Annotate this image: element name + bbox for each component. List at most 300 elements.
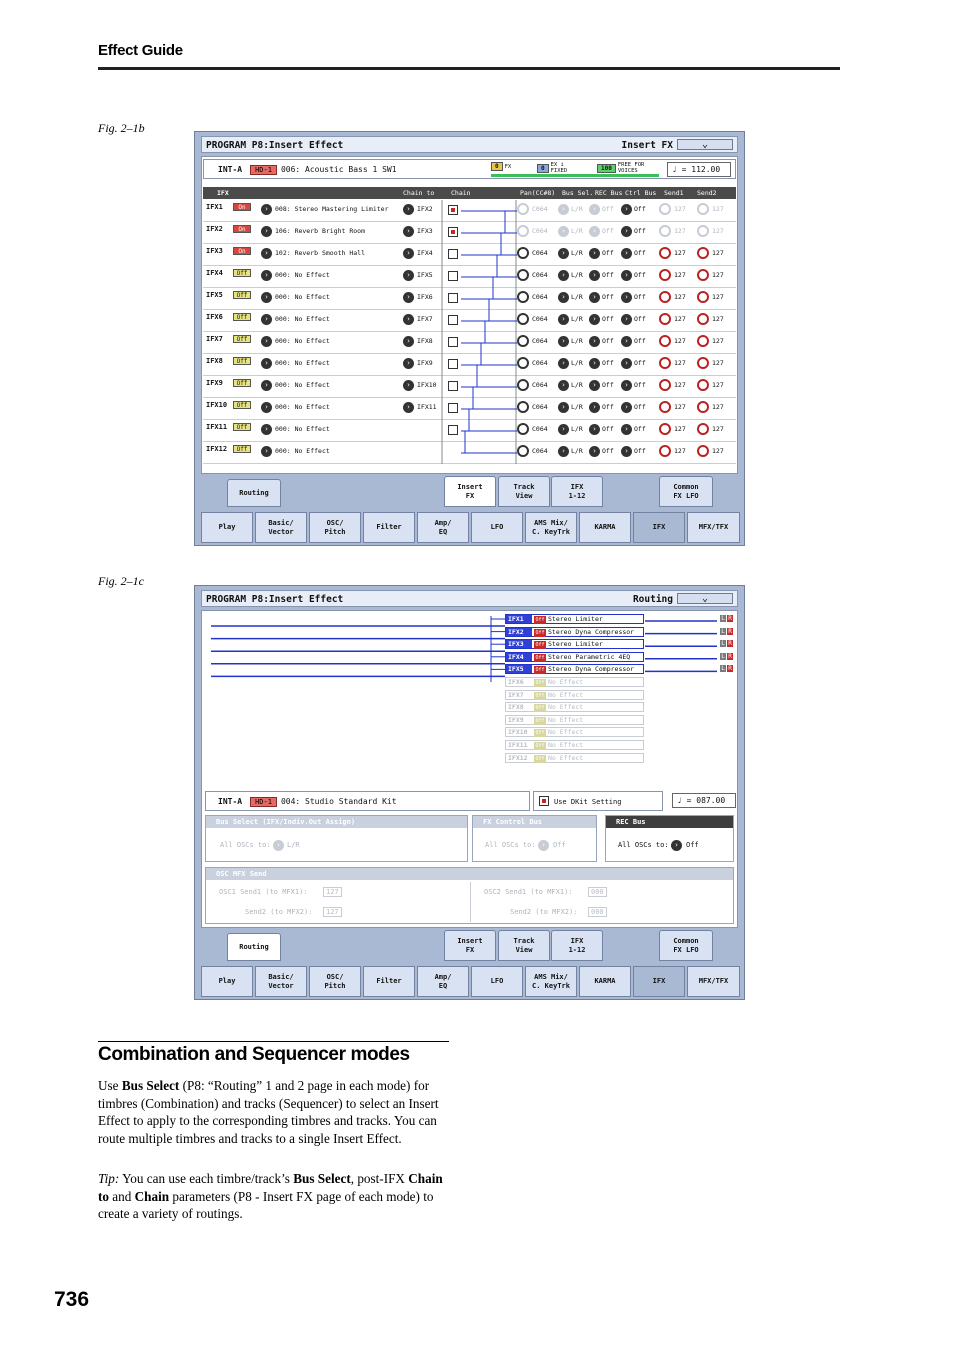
mode-tab-play[interactable]: Play bbox=[201, 512, 253, 543]
ifx-slot-label: IFX6 bbox=[506, 678, 532, 686]
chain-to-value[interactable]: IFX8 bbox=[417, 337, 433, 345]
col-chain-to: Chain to bbox=[403, 189, 435, 197]
chain-to-value[interactable]: IFX5 bbox=[417, 271, 433, 279]
effect-select-arrow-icon[interactable]: › bbox=[261, 248, 272, 259]
use-dkit-row bbox=[533, 791, 663, 811]
ifx-routing-box[interactable] bbox=[505, 614, 644, 624]
effect-name[interactable]: 102: Reverb Smooth Hall bbox=[275, 249, 366, 257]
ctrl-bus-arrow-icon[interactable]: › bbox=[621, 292, 632, 303]
send2-value[interactable]: 127 bbox=[712, 227, 724, 235]
ifx-onoff-button[interactable]: Off bbox=[233, 313, 251, 321]
mode-tab-ams-mix-c-keytrk[interactable]: AMS Mix/ C. KeyTrk bbox=[525, 512, 577, 543]
mode-tab-amp-eq[interactable]: Amp/ EQ bbox=[417, 966, 469, 997]
pan-value[interactable]: C064 bbox=[532, 403, 548, 411]
ifx-onoff-button[interactable]: Off bbox=[233, 269, 251, 277]
ifx-onoff-button[interactable]: On bbox=[233, 247, 251, 255]
chain-to-value[interactable]: IFX11 bbox=[417, 403, 437, 411]
ifx-effect-name: No Effect bbox=[548, 703, 584, 712]
osc1-send2-label: Send2 (to MFX2): bbox=[245, 908, 313, 916]
rec-bus-label: All OSCs to: bbox=[618, 841, 669, 849]
chain-to-arrow-icon[interactable]: › bbox=[403, 402, 414, 413]
send2-value[interactable]: 127 bbox=[712, 425, 724, 433]
ifx-routing-box[interactable] bbox=[505, 639, 644, 649]
ifx-effect-name: No Effect bbox=[548, 728, 584, 737]
ifx-slot-label: IFX4 bbox=[206, 269, 223, 277]
rec-bus-arrow-icon[interactable]: › bbox=[589, 270, 600, 281]
effect-name[interactable]: 000: No Effect bbox=[275, 271, 330, 279]
osc2-send1-label: OSC2 Send1 (to MFX1): bbox=[484, 888, 573, 896]
mode-tab-lfo[interactable]: LFO bbox=[471, 966, 523, 997]
send2-value[interactable]: 127 bbox=[712, 337, 724, 345]
ifx-slot-label: IFX1 bbox=[206, 203, 223, 211]
effect-name[interactable]: 000: No Effect bbox=[275, 337, 330, 345]
fx-control-value[interactable]: Off bbox=[553, 841, 566, 849]
ifx-slot-label: IFX8 bbox=[206, 357, 223, 365]
ctrl-bus-value[interactable]: Off bbox=[634, 293, 646, 301]
chain-to-value[interactable]: IFX6 bbox=[417, 293, 433, 301]
ifx-onoff-button[interactable]: Off bbox=[233, 401, 251, 409]
rec-bus-value[interactable]: Off bbox=[602, 403, 614, 411]
chevron-down-icon: ⌄ bbox=[701, 593, 709, 604]
send1-value[interactable]: 127 bbox=[674, 271, 686, 279]
rec-bus-arrow-icon[interactable]: › bbox=[589, 446, 600, 457]
badge-count: 100 bbox=[597, 164, 616, 173]
badge-label: FREE FOR VOICES bbox=[617, 162, 645, 174]
output-lr-indicator bbox=[720, 615, 734, 622]
ifx-slot-label: IFX8 bbox=[506, 703, 532, 711]
send1-value[interactable]: 127 bbox=[674, 227, 686, 235]
rec-bus-arrow-icon[interactable]: › bbox=[589, 402, 600, 413]
send2-value[interactable]: 127 bbox=[712, 381, 724, 389]
mode-tab-mfx-tfx[interactable]: MFX/TFX bbox=[687, 512, 740, 543]
rec-bus-value[interactable]: Off bbox=[602, 359, 614, 367]
chain-to-arrow-icon[interactable]: › bbox=[403, 270, 414, 281]
bus-sel-arrow-icon[interactable]: › bbox=[558, 270, 569, 281]
mode-tab-amp-eq[interactable]: Amp/ EQ bbox=[417, 512, 469, 543]
bus-sel-arrow-icon[interactable]: › bbox=[558, 292, 569, 303]
send1-value[interactable]: 127 bbox=[674, 403, 686, 411]
effect-select-arrow-icon[interactable]: › bbox=[261, 446, 272, 457]
pan-value[interactable]: C064 bbox=[532, 227, 548, 235]
ifx-routing-box[interactable] bbox=[505, 702, 644, 712]
chain-to-value[interactable]: IFX3 bbox=[417, 227, 433, 235]
bus-select-value[interactable]: L/R bbox=[287, 841, 300, 849]
ifx-state-badge: Off bbox=[535, 680, 545, 686]
effect-name[interactable]: 000: No Effect bbox=[275, 315, 330, 323]
ifx-onoff-button[interactable]: Off bbox=[233, 335, 251, 343]
bus-sel-value[interactable]: L/R bbox=[571, 381, 583, 389]
ctrl-bus-value[interactable]: Off bbox=[634, 227, 646, 235]
effect-select-arrow-icon[interactable]: › bbox=[261, 402, 272, 413]
effect-name[interactable]: 000: No Effect bbox=[275, 381, 330, 389]
ifx-effect-name: Stereo Limiter bbox=[548, 615, 603, 623]
ifx-slot-label: IFX4 bbox=[506, 653, 532, 661]
ctrl-bus-value[interactable]: Off bbox=[634, 447, 646, 455]
page-name: Routing bbox=[632, 594, 673, 605]
effect-select-arrow-icon[interactable]: › bbox=[261, 358, 272, 369]
use-dkit-checkbox[interactable] bbox=[539, 796, 549, 806]
send1-value[interactable]: 127 bbox=[674, 315, 686, 323]
send2-value[interactable]: 127 bbox=[712, 447, 724, 455]
ifx-state-badge: Off bbox=[535, 629, 545, 636]
ifx-state-badge: Off bbox=[535, 692, 545, 699]
ifx-state-badge: Off bbox=[535, 667, 545, 674]
ifx-state-badge: Off bbox=[535, 730, 545, 737]
ifx-onoff-button[interactable]: On bbox=[233, 225, 251, 233]
effect-select-arrow-icon[interactable]: › bbox=[261, 424, 272, 435]
rec-bus-arrow-icon[interactable]: › bbox=[589, 204, 600, 215]
bus-sel-arrow-icon[interactable]: › bbox=[558, 314, 569, 325]
tab-ifx-1-12[interactable]: IFX 1-12 bbox=[551, 930, 603, 961]
bus-sel-value[interactable]: L/R bbox=[571, 403, 583, 411]
bus-sel-value[interactable]: L/R bbox=[571, 337, 583, 345]
mode-tab-karma[interactable]: KARMA bbox=[579, 966, 631, 997]
bus-sel-arrow-icon[interactable]: › bbox=[558, 336, 569, 347]
effect-select-arrow-icon[interactable]: › bbox=[261, 292, 272, 303]
ifx-routing-box[interactable] bbox=[505, 740, 644, 750]
effect-name[interactable]: 000: No Effect bbox=[275, 425, 330, 433]
send1-value[interactable]: 127 bbox=[674, 359, 686, 367]
chain-to-arrow-icon[interactable]: › bbox=[403, 358, 414, 369]
fx-control-panel bbox=[472, 815, 597, 862]
effect-select-arrow-icon[interactable]: › bbox=[261, 270, 272, 281]
mode-tab-filter[interactable]: Filter bbox=[363, 512, 415, 543]
rec-bus-value[interactable]: Off bbox=[602, 249, 614, 257]
ifx-slot-label: IFX5 bbox=[206, 291, 223, 299]
ifx-onoff-button[interactable]: Off bbox=[233, 379, 251, 387]
pan-value[interactable]: C064 bbox=[532, 205, 548, 213]
rec-bus-arrow-icon[interactable]: › bbox=[589, 226, 600, 237]
pan-value[interactable]: C064 bbox=[532, 359, 548, 367]
osc2-send1-field[interactable]: 000 bbox=[588, 887, 607, 897]
chain-to-value[interactable]: IFX10 bbox=[417, 381, 437, 389]
ifx-routing-box[interactable] bbox=[505, 677, 644, 687]
ctrl-bus-value[interactable]: Off bbox=[634, 403, 646, 411]
ctrl-bus-arrow-icon[interactable]: › bbox=[621, 358, 632, 369]
mode-tab-mfx-tfx[interactable]: MFX/TFX bbox=[687, 966, 740, 997]
bus-sel-arrow-icon[interactable]: › bbox=[558, 358, 569, 369]
ifx-effect-name: No Effect bbox=[548, 690, 584, 699]
tab-routing[interactable]: Routing bbox=[227, 933, 281, 961]
rec-bus-value[interactable]: Off bbox=[602, 447, 614, 455]
bus-sel-value[interactable]: L/R bbox=[571, 359, 583, 367]
bus-sel-arrow-icon[interactable]: › bbox=[558, 424, 569, 435]
effect-name[interactable]: 106: Reverb Bright Room bbox=[275, 227, 366, 235]
rec-bus-arrow-icon[interactable]: › bbox=[589, 336, 600, 347]
program-info bbox=[218, 797, 397, 807]
program-name[interactable]: 004: Studio Standard Kit bbox=[280, 797, 397, 806]
chain-to-arrow-icon[interactable]: › bbox=[403, 336, 414, 347]
page-name: Insert FX bbox=[621, 140, 673, 151]
rec-bus-value[interactable]: Off bbox=[602, 227, 614, 235]
send1-value[interactable]: 127 bbox=[674, 249, 686, 257]
pan-value[interactable]: C064 bbox=[532, 447, 548, 455]
tempo-field[interactable]: ♩ = 087.00 bbox=[672, 793, 736, 808]
bus-sel-value[interactable]: L/R bbox=[571, 271, 583, 279]
fx-control-title: FX Control Bus bbox=[473, 816, 596, 828]
pan-value[interactable]: C064 bbox=[532, 249, 548, 257]
pan-value[interactable]: C064 bbox=[532, 271, 548, 279]
tab-insert-fx[interactable]: Insert FX bbox=[444, 930, 496, 961]
mode-tab-ifx[interactable]: IFX bbox=[633, 512, 685, 543]
out-l-badge: L bbox=[721, 615, 725, 622]
bus-sel-arrow-icon[interactable]: › bbox=[558, 446, 569, 457]
screen-insert-fx bbox=[194, 131, 745, 546]
effect-name[interactable]: 000: No Effect bbox=[275, 293, 330, 301]
chevron-down-icon: ⌄ bbox=[701, 139, 709, 150]
program-name[interactable]: 006: Acoustic Bass 1 SW1 bbox=[280, 165, 397, 174]
mode-tab-osc-pitch[interactable]: OSC/ Pitch bbox=[309, 512, 361, 543]
fx-control-label: All OSCs to: bbox=[485, 841, 536, 849]
tab-common-fx-lfo[interactable]: Common FX LFO bbox=[659, 476, 713, 507]
ifx-slot-label: IFX12 bbox=[206, 445, 228, 453]
out-l-badge: L bbox=[721, 627, 725, 635]
ifx-slot-label: IFX10 bbox=[506, 728, 532, 736]
pan-value[interactable]: C064 bbox=[532, 293, 548, 301]
tempo-row bbox=[666, 791, 736, 811]
chain-to-arrow-icon[interactable]: › bbox=[403, 314, 414, 325]
mode-tab-ifx[interactable]: IFX bbox=[633, 966, 685, 997]
send2-value[interactable]: 127 bbox=[712, 359, 724, 367]
mode-tab-karma[interactable]: KARMA bbox=[579, 512, 631, 543]
ifx-state-badge: Off bbox=[535, 642, 545, 649]
pan-value[interactable]: C064 bbox=[532, 425, 548, 433]
chain-to-value[interactable]: IFX4 bbox=[417, 249, 433, 257]
pan-value[interactable]: C064 bbox=[532, 381, 548, 389]
send2-value[interactable]: 127 bbox=[712, 315, 724, 323]
rec-bus-value[interactable]: Off bbox=[602, 381, 614, 389]
ctrl-bus-value[interactable]: Off bbox=[634, 359, 646, 367]
send1-value[interactable]: 127 bbox=[674, 337, 686, 345]
ifx-routing-box[interactable] bbox=[505, 664, 644, 674]
effect-select-arrow-icon[interactable]: › bbox=[261, 336, 272, 347]
rec-bus-value[interactable]: Off bbox=[686, 841, 699, 849]
bus-select-arrow-icon[interactable]: › bbox=[273, 840, 284, 851]
send1-value[interactable]: 127 bbox=[674, 293, 686, 301]
ifx-slot-label: IFX11 bbox=[206, 423, 228, 431]
send2-value[interactable]: 127 bbox=[712, 293, 724, 301]
send2-value[interactable]: 127 bbox=[712, 249, 724, 257]
rec-bus-arrow-icon[interactable]: › bbox=[589, 314, 600, 325]
col-ctrl-bus: Ctrl Bus bbox=[625, 189, 657, 197]
bus-sel-arrow-icon[interactable]: › bbox=[558, 248, 569, 259]
chain-to-arrow-icon[interactable]: › bbox=[403, 292, 414, 303]
figure-caption-c: Fig. 2–1c bbox=[98, 574, 144, 588]
send2-value[interactable]: 127 bbox=[712, 271, 724, 279]
chain-to-value[interactable]: IFX9 bbox=[417, 359, 433, 367]
effect-select-arrow-icon[interactable]: › bbox=[261, 380, 272, 391]
screen-routing bbox=[194, 585, 745, 1000]
bus-select-label: All OSCs to: bbox=[220, 841, 271, 849]
effect-name[interactable]: 000: No Effect bbox=[275, 403, 330, 411]
ifx-state-badge: Off bbox=[535, 755, 545, 762]
rec-bus-value[interactable]: Off bbox=[602, 271, 614, 279]
ifx-onoff-button[interactable]: Off bbox=[233, 291, 251, 299]
ctrl-bus-arrow-icon[interactable]: › bbox=[621, 402, 632, 413]
effect-name[interactable]: 008: Stereo Mastering Limiter bbox=[275, 205, 389, 213]
bus-sel-value[interactable]: L/R bbox=[571, 425, 583, 433]
ctrl-bus-arrow-icon[interactable]: › bbox=[621, 336, 632, 347]
ctrl-bus-arrow-icon[interactable]: › bbox=[621, 314, 632, 325]
badge-label: EX i FIXED bbox=[550, 162, 568, 174]
tab-track-view[interactable]: Track View bbox=[498, 930, 550, 961]
ctrl-bus-value[interactable]: Off bbox=[634, 425, 646, 433]
effect-select-arrow-icon[interactable]: › bbox=[261, 226, 272, 237]
routing-lines bbox=[195, 586, 745, 786]
ifx-effect-name: No Effect bbox=[548, 753, 584, 762]
chain-to-arrow-icon[interactable]: › bbox=[403, 380, 414, 391]
chain-to-value[interactable]: IFX2 bbox=[417, 205, 433, 213]
ifx-slot-label: IFX3 bbox=[206, 247, 223, 255]
running-header: Effect Guide bbox=[98, 42, 183, 59]
ifx-routing-box[interactable] bbox=[505, 753, 644, 763]
col-chain: Chain bbox=[451, 189, 471, 197]
rec-bus-arrow-icon[interactable]: › bbox=[589, 248, 600, 259]
bank-label: INT-A bbox=[218, 797, 243, 806]
rec-bus-panel bbox=[605, 815, 734, 862]
ifx-effect-name: Stereo Dyna Compressor bbox=[548, 627, 635, 636]
mode-tab-lfo[interactable]: LFO bbox=[471, 512, 523, 543]
ifx-onoff-button[interactable]: On bbox=[233, 203, 251, 211]
col-send2: Send2 bbox=[697, 189, 717, 197]
ifx-routing-box[interactable] bbox=[505, 715, 644, 725]
osc-mfx-panel bbox=[205, 867, 734, 924]
chain-to-arrow-icon[interactable]: › bbox=[403, 204, 414, 215]
osc2-send2-field[interactable]: 000 bbox=[588, 907, 607, 917]
bus-sel-arrow-icon[interactable]: › bbox=[558, 402, 569, 413]
rec-bus-value[interactable]: Off bbox=[602, 425, 614, 433]
rec-bus-value[interactable]: Off bbox=[602, 205, 614, 213]
send1-value[interactable]: 127 bbox=[674, 381, 686, 389]
chain-to-arrow-icon[interactable]: › bbox=[403, 248, 414, 259]
mode-tab-play[interactable]: Play bbox=[201, 966, 253, 997]
rec-bus-title: REC Bus bbox=[606, 816, 733, 828]
mode-tabs bbox=[201, 512, 740, 543]
send1-value[interactable]: 127 bbox=[674, 447, 686, 455]
ctrl-bus-arrow-icon[interactable]: › bbox=[621, 380, 632, 391]
osc1-send1-field[interactable]: 127 bbox=[323, 887, 342, 897]
bus-sel-value[interactable]: L/R bbox=[571, 293, 583, 301]
ctrl-bus-arrow-icon[interactable]: › bbox=[621, 226, 632, 237]
ifx-effect-name: No Effect bbox=[548, 678, 584, 686]
bus-sel-value[interactable]: L/R bbox=[571, 249, 583, 257]
chain-to-arrow-icon[interactable]: › bbox=[403, 226, 414, 237]
mode-tab-ams-mix-c-keytrk[interactable]: AMS Mix/ C. KeyTrk bbox=[525, 966, 577, 997]
ifx-slot-label: IFX9 bbox=[506, 716, 532, 724]
ctrl-bus-value[interactable]: Off bbox=[634, 337, 646, 345]
ifx-routing-box[interactable] bbox=[505, 652, 644, 662]
use-dkit-label: Use DKit Setting bbox=[554, 798, 622, 806]
effect-select-arrow-icon[interactable]: › bbox=[261, 314, 272, 325]
tab-ifx-1-12[interactable]: IFX 1-12 bbox=[551, 476, 603, 507]
bus-sel-value[interactable]: L/R bbox=[571, 205, 583, 213]
effect-select-arrow-icon[interactable]: › bbox=[261, 204, 272, 215]
bus-sel-value[interactable]: L/R bbox=[571, 447, 583, 455]
ctrl-bus-value[interactable]: Off bbox=[634, 381, 646, 389]
ctrl-bus-arrow-icon[interactable]: › bbox=[621, 270, 632, 281]
out-r-badge: R bbox=[728, 652, 732, 660]
ifx-onoff-button[interactable]: Off bbox=[233, 423, 251, 431]
figure-caption-b: Fig. 2–1b bbox=[98, 121, 145, 135]
send2-value[interactable]: 127 bbox=[712, 403, 724, 411]
rec-bus-arrow-icon[interactable]: › bbox=[589, 380, 600, 391]
rec-bus-arrow-icon[interactable]: › bbox=[589, 424, 600, 435]
tab-track-view[interactable]: Track View bbox=[498, 476, 550, 507]
ifx-slot-label: IFX12 bbox=[506, 754, 532, 762]
chain-to-value[interactable]: IFX7 bbox=[417, 315, 433, 323]
tab-common-fx-lfo[interactable]: Common FX LFO bbox=[659, 930, 713, 961]
col-pan: Pan(CC#8) bbox=[520, 189, 556, 197]
ifx-routing-box[interactable] bbox=[505, 727, 644, 737]
out-l-badge: L bbox=[721, 665, 725, 673]
out-l-badge: L bbox=[721, 640, 725, 648]
out-r-badge: R bbox=[728, 627, 732, 635]
tempo-field[interactable]: ♩ = 112.00 bbox=[667, 162, 731, 177]
tab-routing[interactable]: Routing bbox=[227, 479, 281, 507]
ctrl-bus-arrow-icon[interactable]: › bbox=[621, 446, 632, 457]
hd-badge: HD-1 bbox=[250, 165, 277, 175]
tab-insert-fx[interactable]: Insert FX bbox=[444, 476, 496, 507]
effect-name[interactable]: 000: No Effect bbox=[275, 447, 330, 455]
rec-bus-value[interactable]: Off bbox=[602, 293, 614, 301]
bus-select-panel bbox=[205, 815, 468, 862]
mode-tab-basic-vector[interactable]: Basic/ Vector bbox=[255, 512, 307, 543]
bus-sel-value[interactable]: L/R bbox=[571, 315, 583, 323]
output-lr-indicator bbox=[720, 628, 734, 635]
effect-name[interactable]: 000: No Effect bbox=[275, 359, 330, 367]
osc1-send2-field[interactable]: 127 bbox=[323, 907, 342, 917]
rec-bus-value[interactable]: Off bbox=[602, 315, 614, 323]
rec-bus-value[interactable]: Off bbox=[602, 337, 614, 345]
bus-sel-value[interactable]: L/R bbox=[571, 227, 583, 235]
ifx-slot-label: IFX1 bbox=[506, 615, 532, 623]
ifx-onoff-button[interactable]: Off bbox=[233, 357, 251, 365]
ctrl-bus-arrow-icon[interactable]: › bbox=[621, 204, 632, 215]
ctrl-bus-value[interactable]: Off bbox=[634, 315, 646, 323]
bus-sel-arrow-icon[interactable]: › bbox=[558, 226, 569, 237]
rec-bus-arrow-icon[interactable]: › bbox=[589, 358, 600, 369]
mode-tab-filter[interactable]: Filter bbox=[363, 966, 415, 997]
ctrl-bus-value[interactable]: Off bbox=[634, 271, 646, 279]
ifx-slot-label: IFX6 bbox=[206, 313, 223, 321]
ifx-routing-box[interactable] bbox=[505, 690, 644, 700]
rec-bus-arrow-icon[interactable]: › bbox=[589, 292, 600, 303]
send1-value[interactable]: 127 bbox=[674, 425, 686, 433]
pan-value[interactable]: C064 bbox=[532, 315, 548, 323]
rec-bus-arrow-icon[interactable]: › bbox=[671, 840, 682, 851]
mode-tab-basic-vector[interactable]: Basic/ Vector bbox=[255, 966, 307, 997]
program-row bbox=[205, 791, 530, 811]
ctrl-bus-arrow-icon[interactable]: › bbox=[621, 424, 632, 435]
ctrl-bus-arrow-icon[interactable]: › bbox=[621, 248, 632, 259]
col-bus-sel: Bus Sel. bbox=[562, 189, 594, 197]
send1-value[interactable]: 127 bbox=[674, 205, 686, 213]
fx-control-arrow-icon[interactable]: › bbox=[538, 840, 549, 851]
section-rule bbox=[98, 1041, 449, 1042]
section-paragraph: Use Bus Select (P8: “Routing” 1 and 2 page in each mode) for timbres (Combination) and tracks (Sequencer) to select an Insert Effect to apply to the corresponding timbres and tracks. You can route multiple timbres and tracks to a single Insert Effect. bbox=[98, 1078, 439, 1146]
ifx-slot-label: IFX2 bbox=[506, 628, 532, 636]
ifx-slot-label: IFX5 bbox=[506, 665, 532, 673]
ifx-onoff-button[interactable]: Off bbox=[233, 445, 251, 453]
ifx-routing-box[interactable] bbox=[505, 627, 644, 637]
ctrl-bus-value[interactable]: Off bbox=[634, 249, 646, 257]
pan-value[interactable]: C064 bbox=[532, 337, 548, 345]
bus-sel-arrow-icon[interactable]: › bbox=[558, 380, 569, 391]
send2-value[interactable]: 127 bbox=[712, 205, 724, 213]
mode-tab-osc-pitch[interactable]: OSC/ Pitch bbox=[309, 966, 361, 997]
ctrl-bus-value[interactable]: Off bbox=[634, 205, 646, 213]
bus-sel-arrow-icon[interactable]: › bbox=[558, 204, 569, 215]
